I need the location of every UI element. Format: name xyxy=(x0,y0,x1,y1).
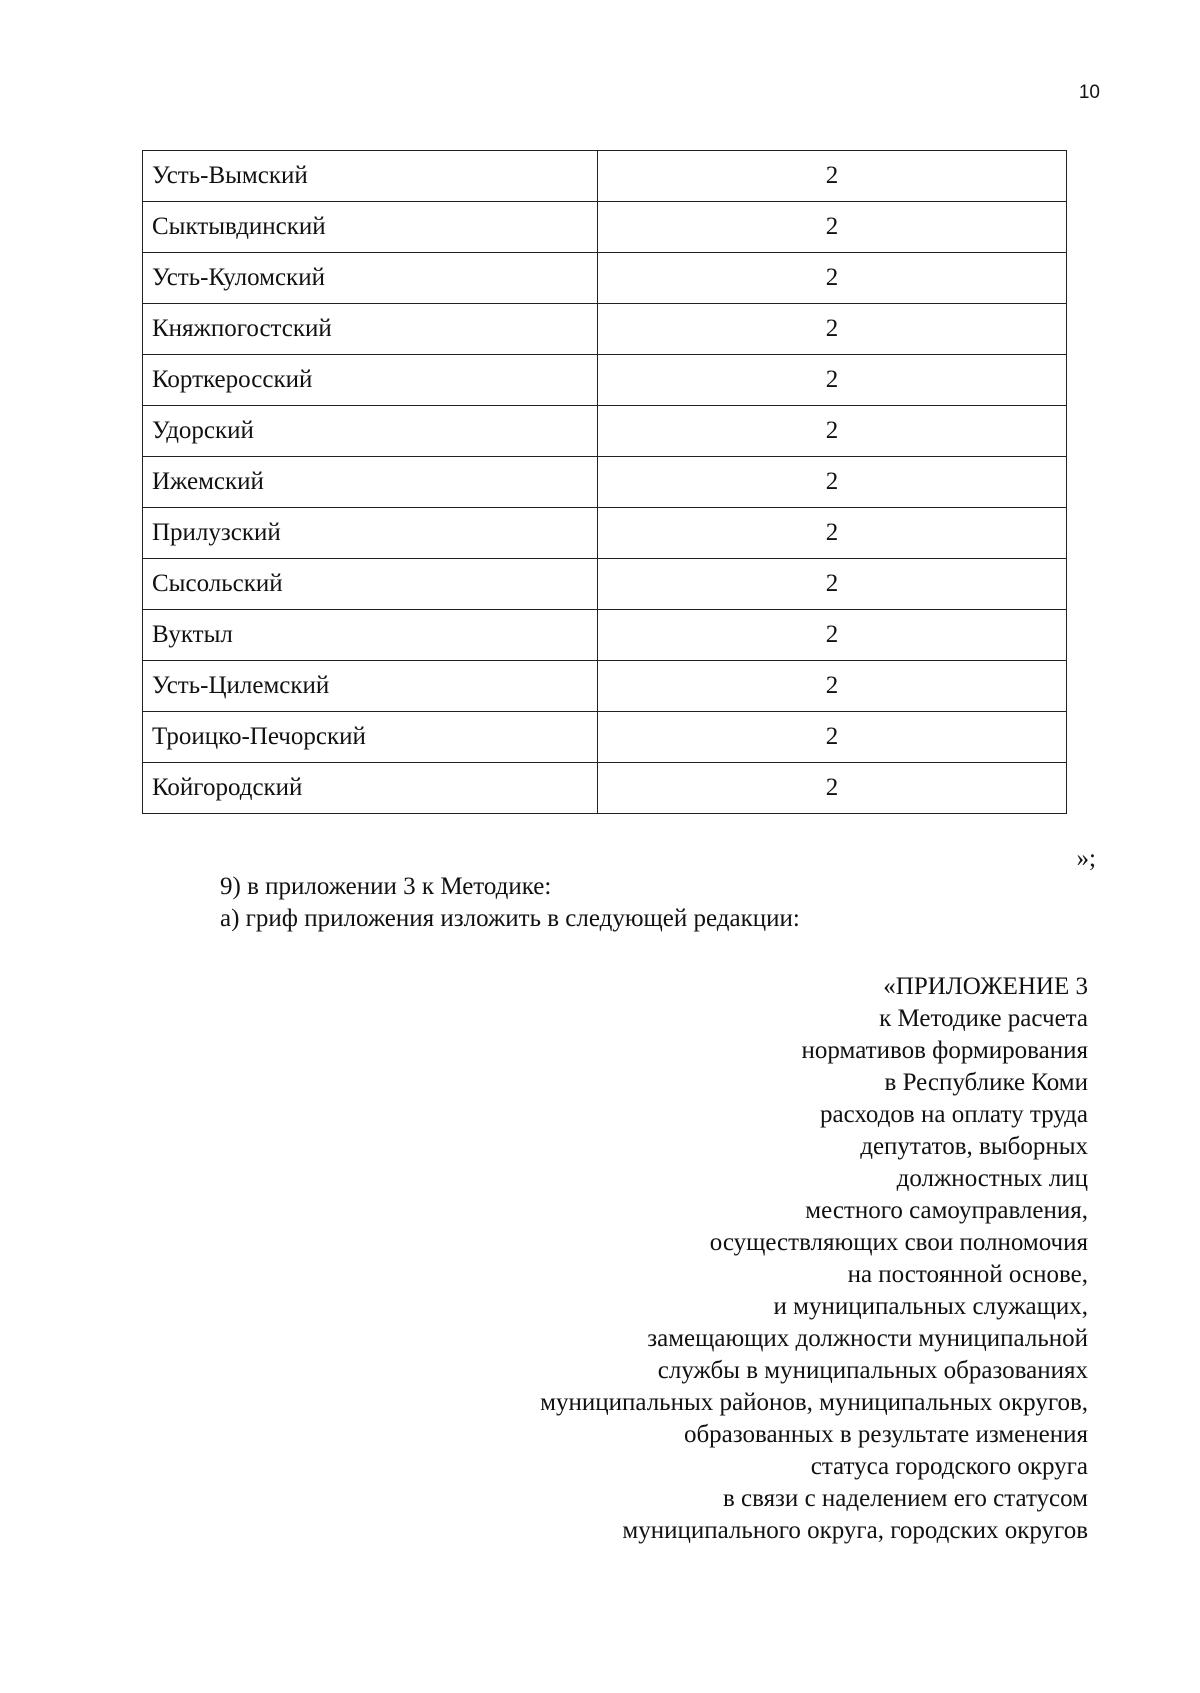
annex-heading-line: и муниципальных служащих, xyxy=(773,1293,1088,1320)
annex-heading-line: в Республике Коми xyxy=(884,1069,1088,1096)
region-value: 2 xyxy=(598,457,1067,508)
region-name: Сыктывдинский xyxy=(143,202,598,253)
region-name: Троицко-Печорский xyxy=(143,712,598,763)
region-value: 2 xyxy=(598,508,1067,559)
annex-heading-line: к Методике расчета xyxy=(879,1005,1088,1032)
annex-heading-line: замещающих должности муниципальной xyxy=(647,1325,1088,1352)
region-name: Усть-Цилемский xyxy=(143,661,598,712)
region-value: 2 xyxy=(598,151,1067,202)
region-value: 2 xyxy=(598,763,1067,814)
table-row xyxy=(143,202,1067,253)
table-row xyxy=(143,406,1067,457)
annex-heading-line: депутатов, выборных xyxy=(860,1133,1088,1160)
region-value: 2 xyxy=(598,406,1067,457)
annex-heading-line: образованных в результате изменения xyxy=(683,1421,1088,1448)
region-name: Сысольский xyxy=(143,559,598,610)
region-value: 2 xyxy=(598,202,1067,253)
table-row xyxy=(143,457,1067,508)
region-value: 2 xyxy=(598,661,1067,712)
region-value: 2 xyxy=(598,253,1067,304)
table-row xyxy=(143,151,1067,202)
amendment-subitem-a: а) гриф приложения изложить в следующей редакции: xyxy=(220,905,800,932)
table-row xyxy=(143,559,1067,610)
region-value: 2 xyxy=(598,610,1067,661)
table-row xyxy=(143,304,1067,355)
annex-heading xyxy=(328,971,1088,1547)
annex-heading-line: расходов на оплату труда xyxy=(820,1101,1088,1128)
annex-heading-line: нормативов формирования xyxy=(801,1037,1088,1064)
annex-heading-line: службы в муниципальных образованиях xyxy=(657,1357,1088,1384)
region-name: Корткеросский xyxy=(143,355,598,406)
region-name: Усть-Куломский xyxy=(143,253,598,304)
table-row xyxy=(143,355,1067,406)
table-row xyxy=(143,712,1067,763)
annex-heading-line: статуса городского округа xyxy=(810,1453,1088,1480)
region-name: Койгородский xyxy=(143,763,598,814)
region-name: Прилузский xyxy=(143,508,598,559)
page-number: 10 xyxy=(1078,82,1100,103)
region-name: Усть-Вымский xyxy=(143,151,598,202)
table-row xyxy=(143,253,1067,304)
annex-heading-line: должностных лиц xyxy=(896,1165,1088,1192)
region-value: 2 xyxy=(598,559,1067,610)
annex-heading-line: «ПРИЛОЖЕНИЕ 3 xyxy=(883,973,1088,1000)
annex-heading-line: осуществляющих свои полномочия xyxy=(709,1229,1088,1256)
region-name: Княжпогостский xyxy=(143,304,598,355)
region-value: 2 xyxy=(598,304,1067,355)
region-name: Вуктыл xyxy=(143,610,598,661)
amendment-item-9: 9) в приложении 3 к Методике: xyxy=(220,873,552,900)
annex-heading-line: муниципального округа, городских округов xyxy=(622,1517,1088,1544)
region-name: Удорский xyxy=(143,406,598,457)
annex-heading-line: в связи с наделением его статусом xyxy=(722,1485,1088,1512)
closing-quote: »; xyxy=(1076,845,1096,872)
region-value: 2 xyxy=(598,712,1067,763)
table-row xyxy=(143,610,1067,661)
table-row xyxy=(143,763,1067,814)
region-table xyxy=(142,150,1067,814)
region-value: 2 xyxy=(598,355,1067,406)
annex-heading-line: на постоянной основе, xyxy=(847,1261,1088,1288)
region-name: Ижемский xyxy=(143,457,598,508)
table-row xyxy=(143,508,1067,559)
table-row xyxy=(143,661,1067,712)
annex-heading-line: местного самоуправления, xyxy=(805,1197,1088,1224)
annex-heading-line: муниципальных районов, муниципальных округов, xyxy=(540,1389,1088,1416)
